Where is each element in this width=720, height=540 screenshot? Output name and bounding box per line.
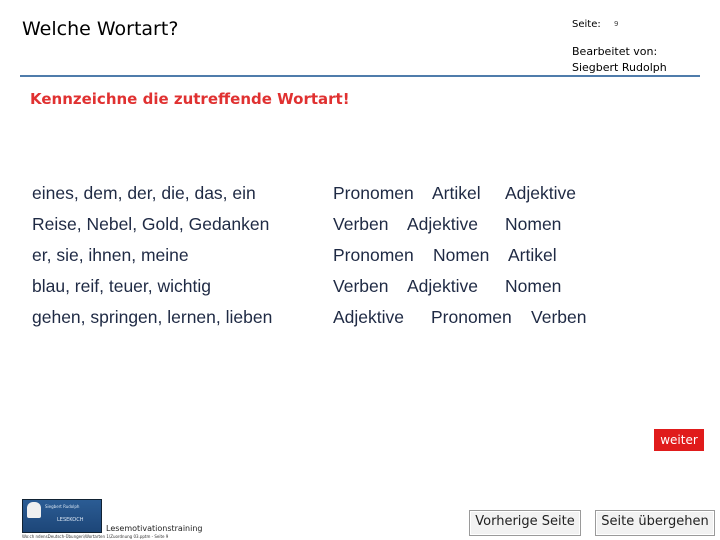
exercise-row	[32, 307, 632, 333]
option-pronomen[interactable]: Pronomen	[333, 183, 414, 203]
author-name: Siegbert Rudolph	[572, 61, 667, 74]
page-number: 9	[614, 20, 619, 28]
option-nomen[interactable]: Nomen	[505, 276, 562, 296]
edited-by-label: Bearbeitet von:	[572, 45, 658, 58]
skip-page-button[interactable]: Seite übergehen	[595, 510, 715, 536]
exercise-row	[32, 183, 632, 209]
option-adjektive[interactable]: Adjektive	[407, 214, 479, 234]
option-adjektive[interactable]: Adjektive	[333, 307, 405, 327]
option-verben[interactable]: Verben	[333, 276, 389, 296]
header-divider	[20, 75, 700, 77]
page-label: Seite:	[572, 19, 601, 30]
exercise-row	[32, 214, 632, 240]
footer-title: Lesemotivationstraining	[106, 524, 203, 533]
logo-bottom-text: LESEKOCH	[57, 517, 84, 523]
option-adjektive[interactable]: Adjektive	[407, 276, 479, 296]
previous-page-button[interactable]: Vorherige Seite	[469, 510, 581, 536]
exercise-row	[32, 276, 632, 302]
option-nomen[interactable]: Nomen	[505, 214, 562, 234]
option-adjektive[interactable]: Adjektive	[505, 183, 577, 203]
next-button[interactable]: weiter	[654, 429, 704, 451]
lesekoch-logo	[22, 499, 102, 533]
exercise-row	[32, 245, 632, 271]
word-list: gehen, springen, lernen, lieben	[32, 307, 273, 327]
option-verben[interactable]: Verben	[531, 307, 587, 327]
word-list: Reise, Nebel, Gold, Gedanken	[32, 214, 270, 234]
footer-path: Wo:ch ndensDeutsch-Übungen\Wortarten 1\Zuordnung 03.pptm - Seite 9	[22, 534, 169, 539]
chef-hat-icon	[27, 502, 41, 518]
option-verben[interactable]: Verben	[333, 214, 389, 234]
page-title: Welche Wortart?	[22, 18, 179, 40]
option-nomen[interactable]: Nomen	[433, 245, 490, 265]
option-pronomen[interactable]: Pronomen	[333, 245, 414, 265]
word-list: er, sie, ihnen, meine	[32, 245, 189, 265]
word-list: blau, reif, teuer, wichtig	[32, 276, 211, 296]
word-list: eines, dem, der, die, das, ein	[32, 183, 256, 203]
logo-top-text: Siegbert Rudolph	[45, 504, 80, 509]
option-pronomen[interactable]: Pronomen	[431, 307, 512, 327]
option-artikel[interactable]: Artikel	[432, 183, 481, 203]
instruction-text: Kennzeichne die zutreffende Wortart!	[30, 90, 350, 108]
option-artikel[interactable]: Artikel	[508, 245, 557, 265]
